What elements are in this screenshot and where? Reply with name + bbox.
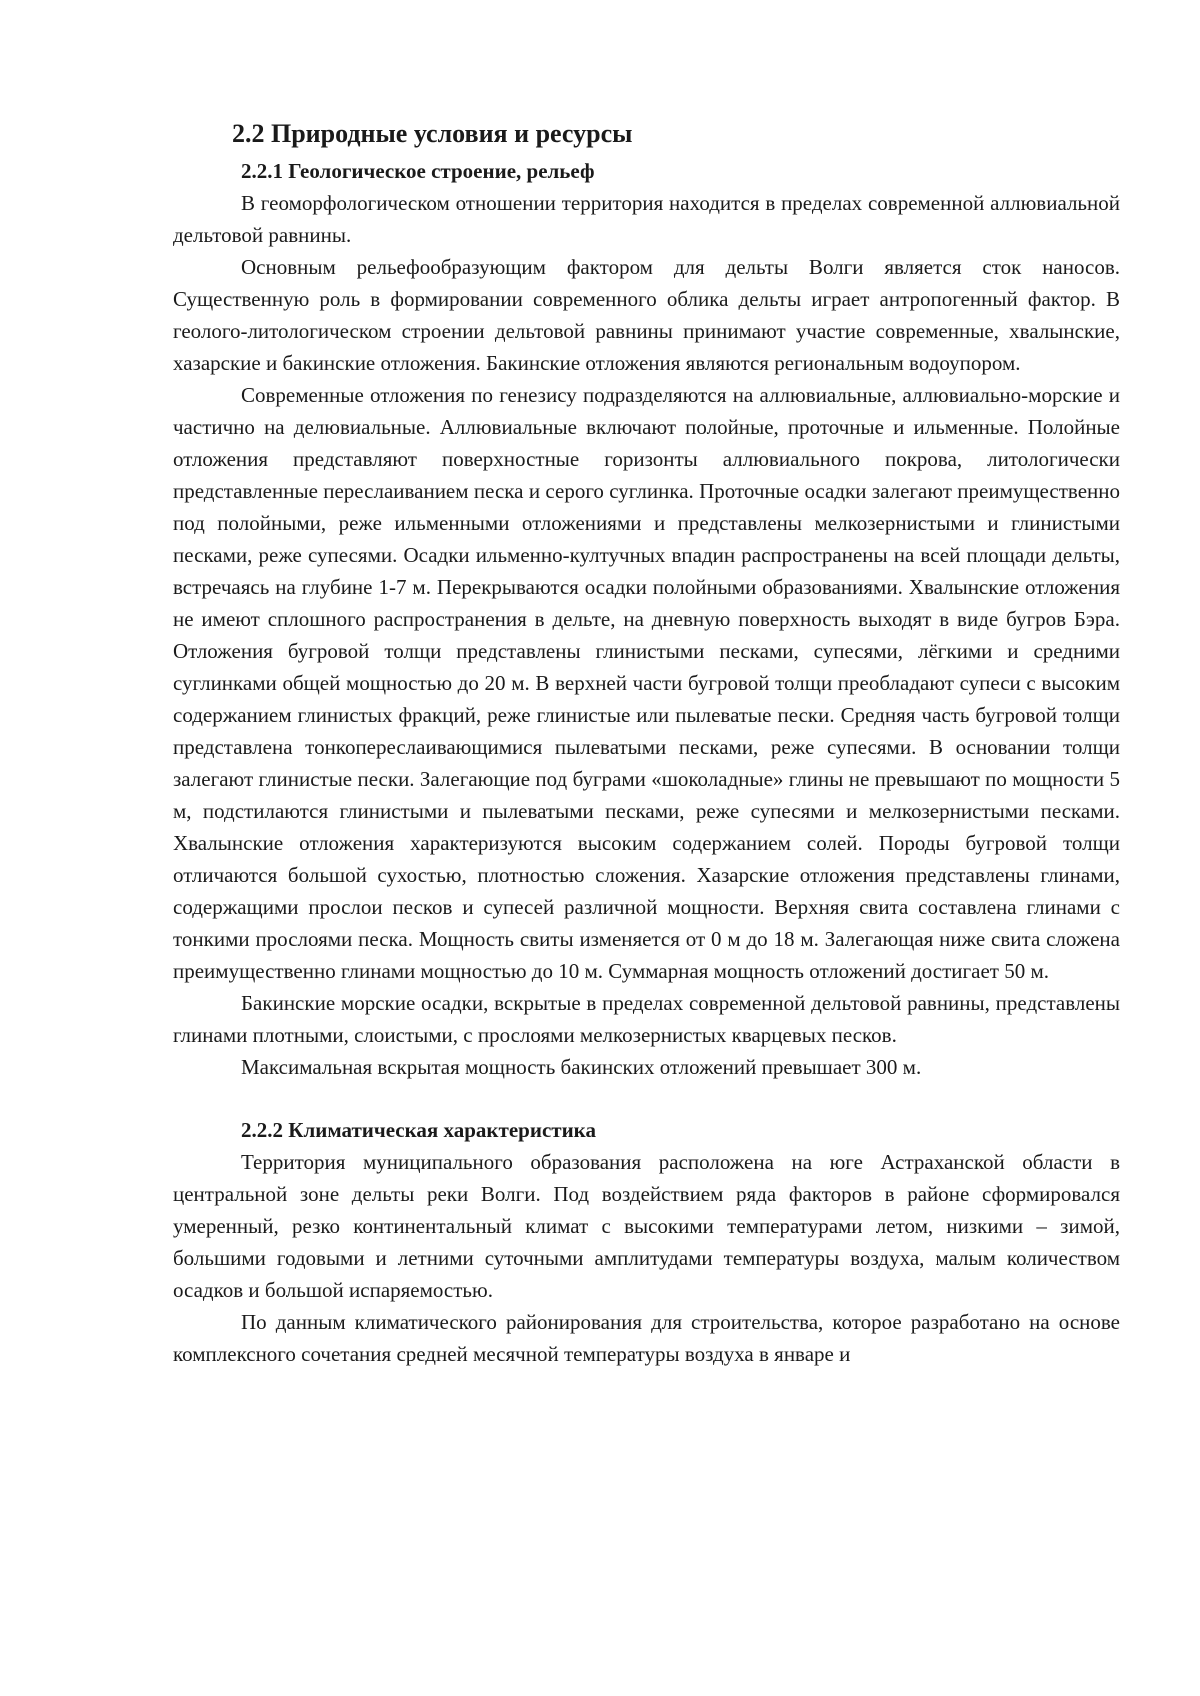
paragraph: В геоморфологическом отношении территория находится в пределах современной аллювиальной дельтовой равнины.	[173, 191, 1120, 247]
paragraph: Максимальная вскрытая мощность бакинских отложений превышает 300 м.	[241, 1055, 922, 1079]
section-title: 2.2 Природные условия и ресурсы	[232, 119, 633, 148]
paragraph: По данным климатического районирования для строительства, которое разработано на основе комплексного сочетания средней месячной температуры воздуха в январе и	[173, 1310, 1120, 1366]
paragraph: Территория муниципального образования расположена на юге Астраханской области в центральной зоне дельты реки Волги. Под воздействием ряда факторов в районе сформировался умеренный, резко континентальный климат с высокими температурами летом, низкими – зимой, большими годовыми и летними суточными амплитудами температуры воздуха, малым количеством осадков и большой испаряемостью.	[173, 1150, 1120, 1302]
paragraph: Основным рельефообразующим фактором для дельты Волги является сток наносов. Существенную роль в формировании современного облика дельты играет антропогенный фактор. В геолого-литологическом строении дельтовой равнины принимают участие современные, хвалынские, хазарские и бакинские отложения. Бакинские отложения являются региональным водоупором.	[173, 255, 1120, 375]
document-body	[173, 118, 1120, 1370]
paragraph: Бакинские морские осадки, вскрытые в пределах современной дельтовой равнины, представлены глинами плотными, слоистыми, с прослоями мелкозернистых кварцевых песков.	[173, 991, 1120, 1047]
subsection-title-geology: 2.2.1 Геологическое строение, рельеф	[241, 159, 595, 183]
subsection-title-climate: 2.2.2 Климатическая характеристика	[241, 1118, 596, 1142]
paragraph: Современные отложения по генезису подразделяются на аллювиальные, аллювиально-морские и частично на делювиальные. Аллювиальные включают полойные, проточные и ильменные. Полойные отложения представляют поверхностные горизонты аллювиального покрова, литологически представленные переслаиванием песка и серого суглинка. Проточные осадки залегают преимущественно под полойными, реже ильменными отложениями и представлены мелкозернистыми и глинистыми песками, реже супесями. Осадки ильменно-култучных впадин распространены на всей площади дельты, встречаясь на глубине 1-7 м. Перекрываются осадки полойными образованиями. Хвалынские отложения не имеют сплошного распространения в дельте, на дневную поверхность выходят в виде бугров Бэра. Отложения бугровой толщи представлены глинистыми песками, супесями, лёгкими и средними суглинками общей мощностью до 20 м. В верхней части бугровой толщи преобладают супеси с высоким содержанием глинистых фракций, реже глинистые или пылеватые пески. Средняя часть бугровой толщи представлена тонкопереслаивающимися пылеватыми песками, реже супесями. В основании толщи залегают глинистые пески. Залегающие под буграми «шоколадные» глины не превышают по мощности 5 м, подстилаются глинистыми и пылеватыми песками, реже супесями и мелкозернистыми песками. Хвалынские отложения характеризуются высоким содержанием солей. Породы бугровой толщи отличаются большой сухостью, плотностью сложения. Хазарские отложения представлены глинами, содержащими прослои песков и супесей различной мощности. Верхняя свита составлена глинами с тонкими прослоями песка. Мощность свиты изменяется от 0 м до 18 м. Залегающая ниже свита сложена преимущественно глинами мощностью до 10 м. Суммарная мощность отложений достигает 50 м.	[173, 383, 1120, 983]
